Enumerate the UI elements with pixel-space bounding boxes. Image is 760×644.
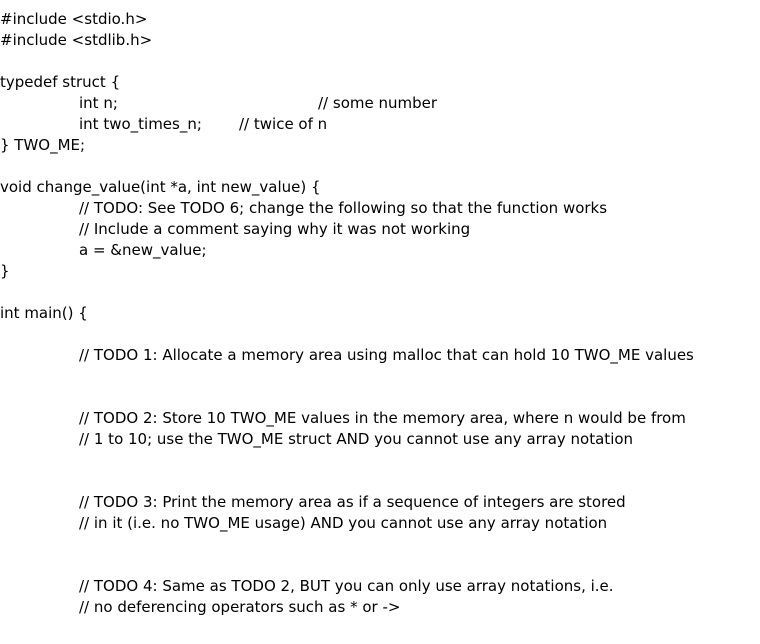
todo4-comment-line2: // no deferencing operators such as * or ->	[79, 598, 401, 616]
todo3-comment-line2: // in it (i.e. no TWO_ME usage) AND you cannot use any array notation	[79, 514, 608, 532]
todo4-comment-line1: // TODO 4: Same as TODO 2, BUT you can only use array notations, i.e.	[79, 577, 614, 595]
field-n-line: int n;	[79, 94, 118, 112]
include-stdlib-line: #include <stdlib.h>	[0, 31, 153, 49]
todo2-comment-line1: // TODO 2: Store 10 TWO_ME values in the memory area, where n would be from	[79, 409, 686, 427]
field-n-comment: // some number	[318, 94, 438, 112]
field-two-times-comment: // twice of n	[239, 115, 328, 133]
func-signature-line: void change_value(int *a, int new_value) {	[0, 178, 321, 196]
main-signature-line: int main() {	[0, 304, 88, 322]
func-close-line: }	[0, 262, 10, 280]
include-stdio-line: #include <stdio.h>	[0, 10, 148, 28]
field-two-times-line: int two_times_n;	[79, 115, 202, 133]
func-assign-line: a = &new_value;	[79, 241, 207, 259]
todo1-comment: // TODO 1: Allocate a memory area using malloc that can hold 10 TWO_ME values	[79, 346, 694, 364]
todo2-comment-line2: // 1 to 10; use the TWO_ME struct AND you cannot use any array notation	[79, 430, 634, 448]
typedef-close-line: } TWO_ME;	[0, 136, 86, 154]
todo3-comment-line1: // TODO 3: Print the memory area as if a sequence of integers are stored	[79, 493, 626, 511]
func-include-comment: // Include a comment saying why it was not working	[79, 220, 471, 238]
typedef-open-line: typedef struct {	[0, 73, 121, 91]
func-todo6-comment: // TODO: See TODO 6; change the following so that the function works	[79, 199, 608, 217]
